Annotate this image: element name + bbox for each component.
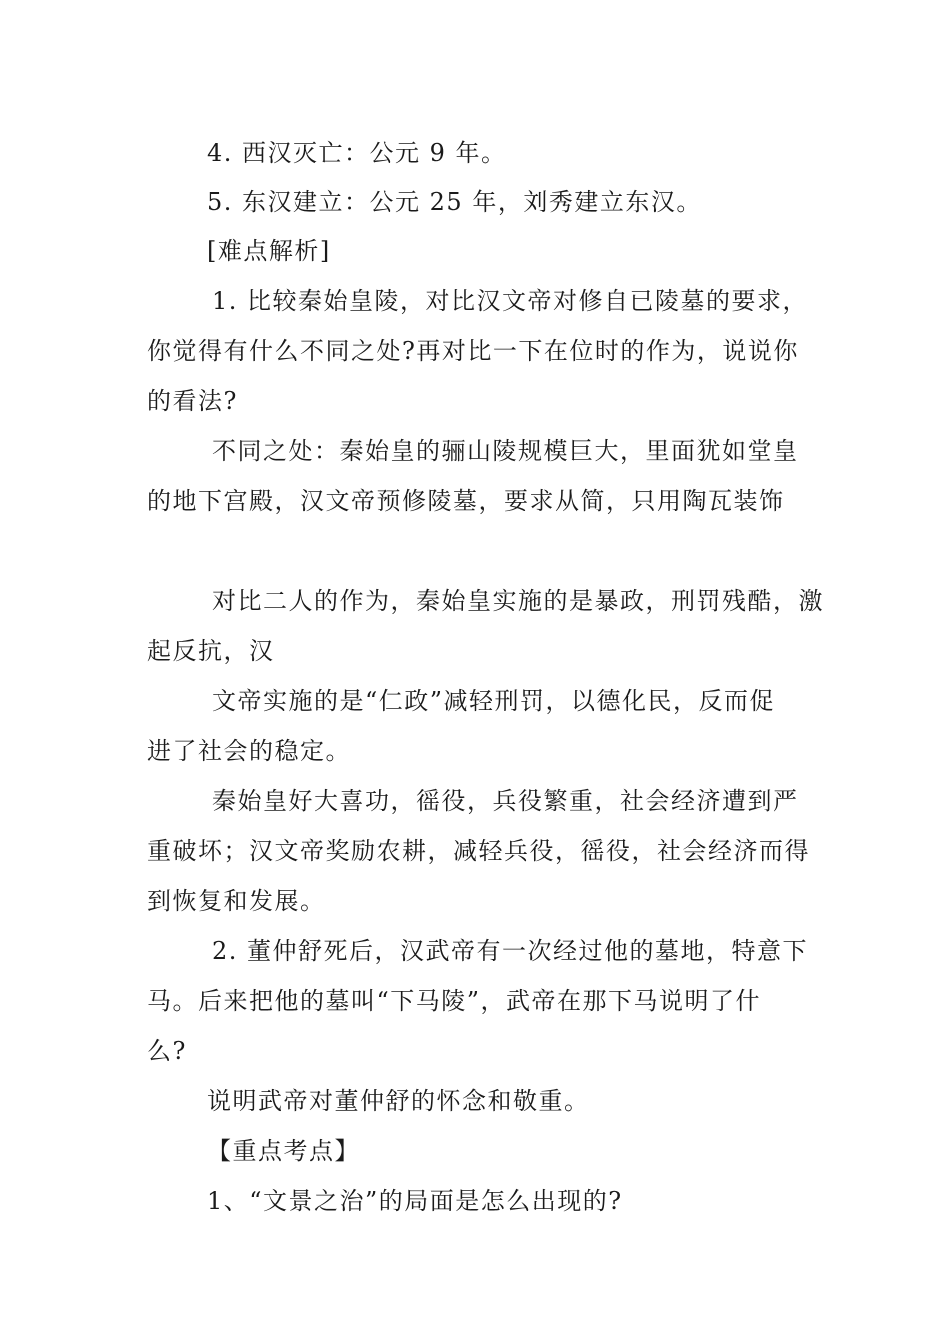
section-heading-difficulties: [难点解析] xyxy=(207,237,331,265)
section-heading-key-points: 【重点考点】 xyxy=(207,1137,360,1165)
text-line-question-1c: 的看法? xyxy=(147,387,238,415)
text-line-answer-1b: 的地下宫殿，汉文帝预修陵墓，要求从简，只用陶瓦装饰 xyxy=(147,487,785,515)
text-line-question-1b: 你觉得有什么不同之处?再对比一下在位时的作为，说说你 xyxy=(147,337,799,365)
text-line-compare-d: 进了社会的稳定。 xyxy=(147,737,351,765)
text-line-compare-b: 起反抗，汉 xyxy=(147,637,275,665)
text-line-donghan-founding: 5. 东汉建立：公元 25 年，刘秀建立东汉。 xyxy=(207,188,702,216)
text-line-answer-1a: 不同之处：秦始皇的骊山陵规模巨大，里面犹如堂皇 xyxy=(212,437,799,465)
text-line-economy-a: 秦始皇好大喜功，徭役，兵役繁重，社会经济遭到严 xyxy=(212,787,799,815)
text-line-question-2c: 么? xyxy=(147,1037,187,1065)
text-line-key-question-1: 1、“文景之治”的局面是怎么出现的? xyxy=(207,1187,623,1215)
text-line-compare-a: 对比二人的作为，秦始皇实施的是暴政，刑罚残酷，激 xyxy=(212,587,824,615)
text-line-xihan-fall: 4. 西汉灭亡：公元 9 年。 xyxy=(207,139,507,167)
text-line-economy-b: 重破坏；汉文帝奖励农耕，减轻兵役，徭役，社会经济而得 xyxy=(147,837,810,865)
text-line-answer-2: 说明武帝对董仲舒的怀念和敬重。 xyxy=(207,1087,590,1115)
text-line-question-1a: 1. 比较秦始皇陵，对比汉文帝对修自已陵墓的要求， xyxy=(212,287,809,315)
text-line-question-2a: 2. 董仲舒死后，汉武帝有一次经过他的墓地，特意下 xyxy=(212,937,809,965)
text-line-question-2b: 马。后来把他的墓叫“下马陵”，武帝在那下马说明了什 xyxy=(147,987,762,1015)
text-line-economy-c: 到恢复和发展。 xyxy=(147,887,326,915)
text-line-compare-c: 文帝实施的是“仁政”减轻刑罚，以德化民，反而促 xyxy=(212,687,776,715)
